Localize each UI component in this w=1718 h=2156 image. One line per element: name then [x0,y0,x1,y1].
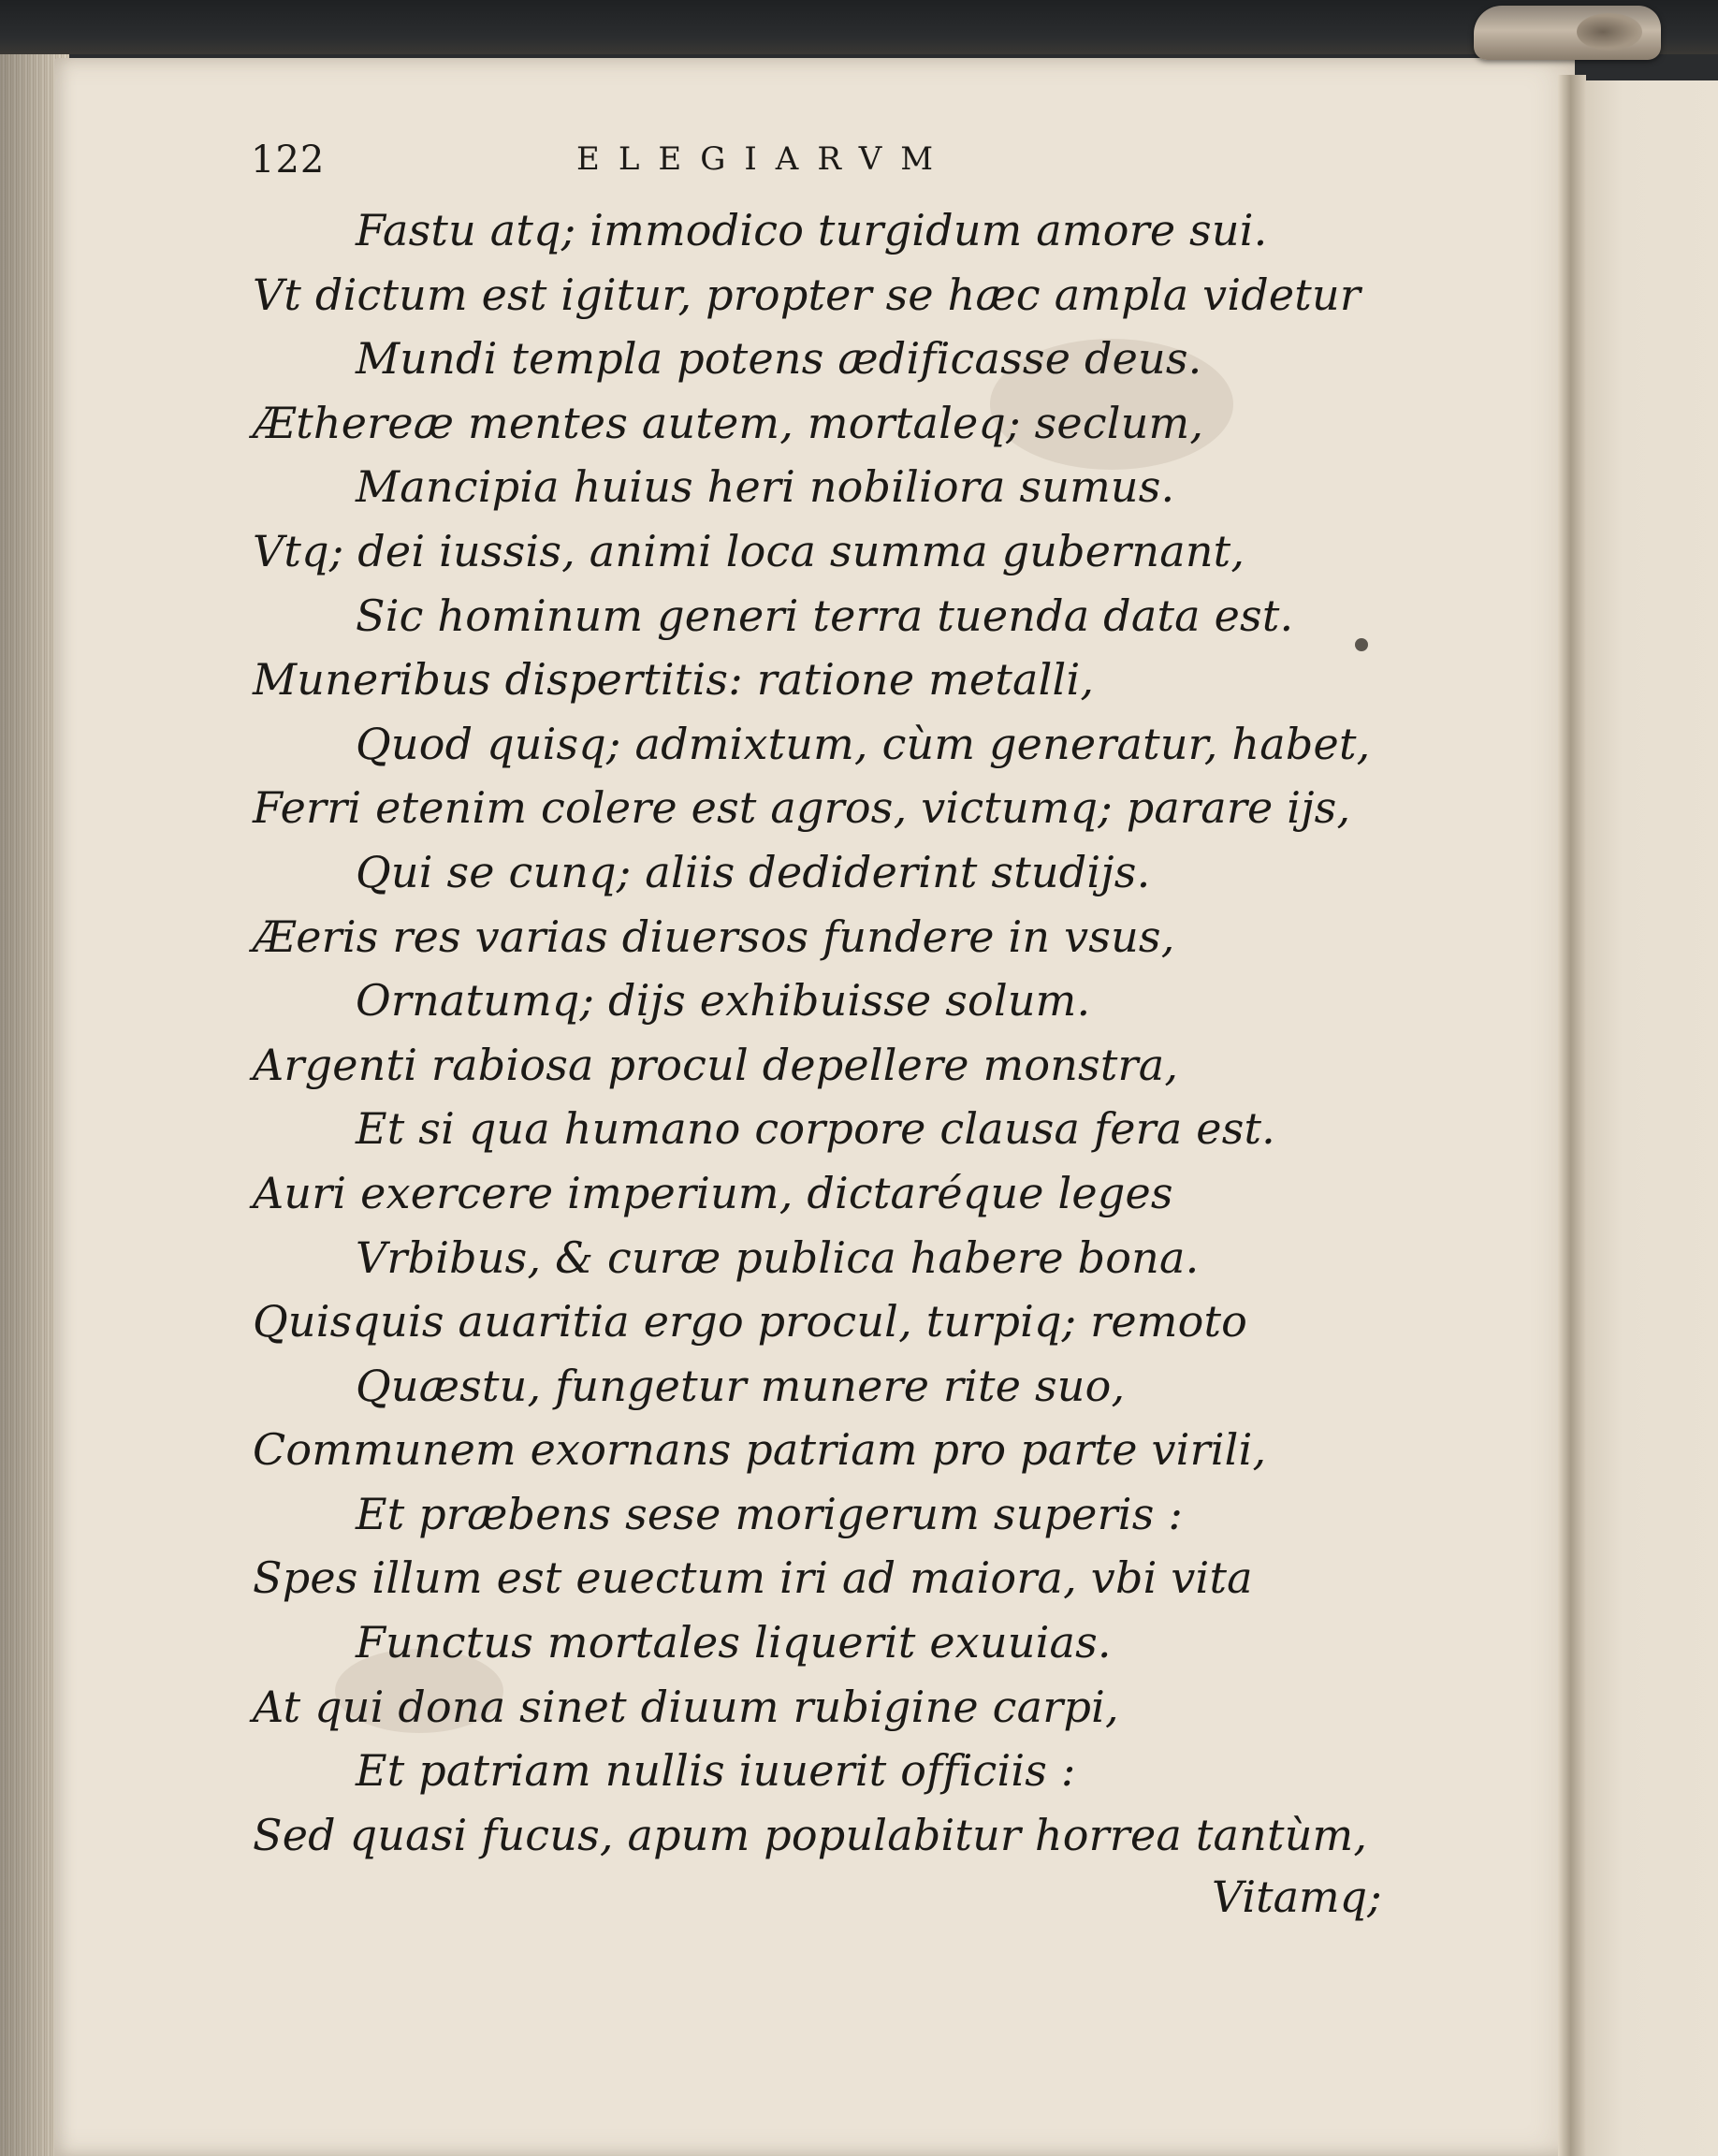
verse-line: Muneribus dispertitis: ratione metalli, [253,654,1095,706]
verse-line: Quod quisq; admixtum, cùm generatur, habet, [356,718,1371,769]
verse-line: At qui dona sinet diuum rubigine carpi, [253,1681,1119,1732]
verse-line: Functus mortales liquerit exuuias. [356,1617,1112,1668]
verse-line: Quisquis auaritia ergo procul, turpiq; remoto [253,1296,1248,1348]
verse-line: Et patriam nullis iuuerit officiis : [356,1745,1076,1797]
running-head [251,138,1280,195]
verse-line: Mundi templa potens ædificasse deus. [356,333,1202,385]
verse-line: Qui se cunq; aliis dediderint studijs. [356,846,1151,897]
verse-line: Quæstu, fungetur munere rite suo, [356,1360,1126,1411]
verse-line: Æeris res varias diuersos fundere in vsus, [253,910,1175,962]
book-gutter [1558,75,1586,2156]
verse-line: Ferri etenim colere est agros, victumq; parare ijs, [253,782,1351,834]
verse-line: Vtq; dei iussis, animi loca summa gubernant, [253,525,1245,576]
verse-text-block [253,198,1413,1867]
ribbon-bookmark [1474,6,1661,60]
running-title: ELEGIARVM [576,140,953,178]
verse-line: Argenti rabiosa procul depellere monstra, [253,1039,1179,1090]
verse-line: Sic hominum generi terra tuenda data est. [356,590,1294,641]
verse-line: Et si qua humano corpore clausa fera est. [356,1103,1276,1155]
catchword: Vitamq; [1212,1872,1382,1922]
verse-line: Auri exercere imperium, dictaréque leges [253,1167,1173,1218]
verse-line: Fastu atq; immodico turgidum amore sui. [356,205,1268,255]
verse-line: Mancipia huius heri nobiliora sumus. [356,461,1175,513]
verse-line: Et præbens sese morigerum superis : [356,1488,1184,1539]
verse-line: Vrbibus, & curæ publica habere bona. [356,1231,1200,1283]
verse-line: Communem exornans patriam pro parte virili, [253,1424,1267,1476]
verse-line: Æthereæ mentes autem, mortaleq; seclum, [253,397,1204,448]
verse-line: Sed quasi fucus, apum populabitur horrea tantùm, [253,1809,1368,1860]
verse-line: Vt dictum est igitur, propter se hæc ampla videtur [253,269,1361,320]
page-number: 122 [251,138,326,182]
facing-page-edge [1581,80,1718,2156]
verse-line: Spes illum est euectum iri ad maiora, vbi vita [253,1552,1253,1604]
book-top-edge [0,0,1718,54]
verse-line: Ornatumq; dijs exhibuisse solum. [356,975,1091,1027]
